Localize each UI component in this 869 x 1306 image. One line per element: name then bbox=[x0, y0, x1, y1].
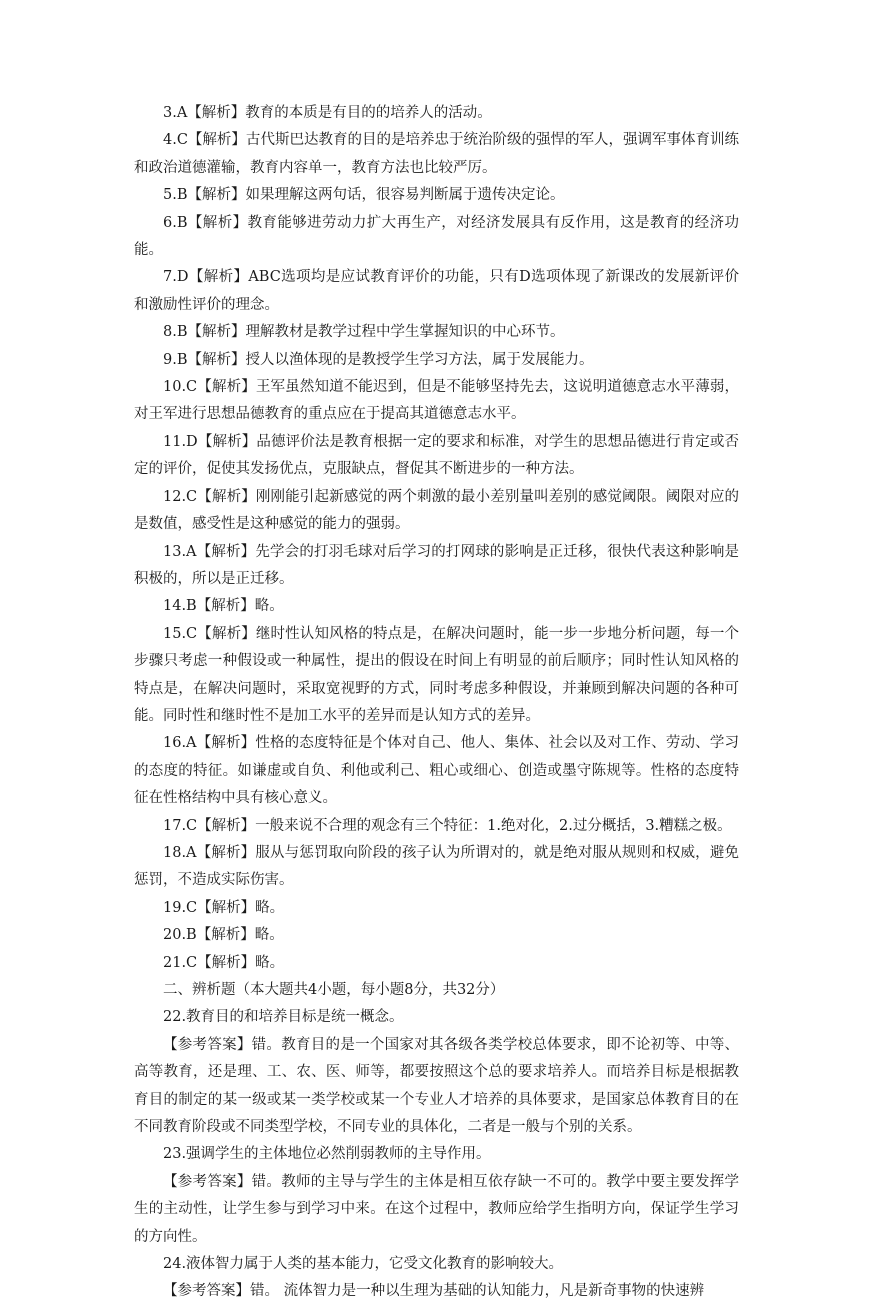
answer-10: 10.C【解析】王军虽然知道不能迟到，但是不能够坚持先去，这说明道德意志水平薄弱，对王军进行思想品德教育的重点应在于提高其道德意志水平。 bbox=[134, 379, 739, 423]
answer-24: 【参考答案】错。 流体智力是一种以生理为基础的认知能力，凡是新奇事物的快速辨 bbox=[163, 1283, 705, 1300]
answer-9: 9.B【解析】授人以渔体现的是教授学生学习方法，属于发展能力。 bbox=[163, 351, 594, 368]
answer-5: 5.B【解析】如果理解这两句话，很容易判断属于遗传决定论。 bbox=[163, 187, 565, 204]
answer-20: 20.B【解析】略。 bbox=[163, 927, 284, 944]
answer-11: 11.D【解析】品德评价法是教育根据一定的要求和标准，对学生的思想品德进行肯定或否定的评价，促使其发扬优点，克服缺点，督促其不断进步的一种方法。 bbox=[134, 433, 739, 478]
answer-19: 19.C【解析】略。 bbox=[163, 899, 285, 916]
answer-8: 8.B【解析】理解教材是教学过程中学生掌握知识的中心环节。 bbox=[163, 324, 565, 341]
question-23: 23.强调学生的主体地位必然削弱教师的主导作用。 bbox=[163, 1146, 491, 1163]
answer-3: 3.A【解析】教育的本质是有目的的培养人的活动。 bbox=[163, 105, 492, 121]
answer-12: 12.C【解析】刚刚能引起新感觉的两个刺激的最小差别量叫差别的感觉阈限。阈限对应的是数值，感受性是这种感觉的能力的强弱。 bbox=[134, 488, 739, 533]
answer-6: 6.B【解析】教育能够进劳动力扩大再生产，对经济发展具有反作用，这是教育的经济功能。 bbox=[134, 214, 739, 259]
answer-17: 17.C【解析】一般来说不合理的观念有三个特征：1.绝对化，2.过分概括，3.糟糕之极。 bbox=[163, 817, 732, 834]
answer-18: 18.A【解析】服从与惩罚取向阶段的孩子认为所谓对的，就是绝对服从规则和权威，避免惩罚，不造成实际伤害。 bbox=[134, 844, 739, 889]
answer-22: 【参考答案】错。教育目的是一个国家对其各级各类学校总体要求，即不论初等、中等、高等教育，还是理、工、农、医、师等，都要按照这个总的要求培养人。而培养目标是根据教育目的制定的某一级或某一类学校或某一个专业人才培养的具体要求，是国家总体教育目的在不同教育阶段或不同类型学校，不同专业的具体化，二者是一般与个别的关系。 bbox=[134, 1036, 739, 1136]
answer-23: 【参考答案】错。教师的主导与学生的主体是相互依存缺一不可的。教学中要主要发挥学生的主动性，让学生参与到学习中来。在这个过程中，教师应给学生指明方向，保证学生学习的方向性。 bbox=[134, 1173, 739, 1245]
answer-21: 21.C【解析】略。 bbox=[163, 954, 285, 971]
question-22: 22.教育目的和培养目标是统一概念。 bbox=[163, 1009, 404, 1026]
answer-4: 4.C【解析】古代斯巴达教育的目的是培养忠于统治阶级的强悍的军人，强调军事体育训练和政治道德灌输，教育内容单一，教育方法也比较严厉。 bbox=[134, 132, 739, 176]
answer-7: 7.D【解析】ABC选项均是应试教育评价的功能，只有D选项体现了新课改的发展新评价和激励性评价的理念。 bbox=[134, 269, 739, 313]
section-heading: 二、辨析题（本大题共4小题，每小题8分，共32分） bbox=[163, 982, 505, 998]
answer-15: 15.C【解析】继时性认知风格的特点是，在解决问题时，能一步一步地分析问题，每一个步骤只考虑一种假设或一种属性，提出的假设在时间上有明显的前后顺序；同时性认知风格的特点是，在解决问题时，采取宽视野的方式，同时考虑多种假设，并兼顾到解决问题的各种可能。同时性和继时性不是加工水平的差异而是认知方式的差异。 bbox=[134, 625, 739, 724]
answer-14: 14.B【解析】略。 bbox=[163, 598, 284, 615]
answer-16: 16.A【解析】性格的态度特征是个体对自己、他人、集体、社会以及对工作、劳动、学习的态度的特征。如谦虚或自负、利他或利己、粗心或细心、创造或墨守陈规等。性格的态度特征在性格结构中具有核心意义。 bbox=[134, 735, 739, 807]
document-page bbox=[134, 100, 739, 1306]
answer-13: 13.A【解析】先学会的打羽毛球对后学习的打网球的影响是正迁移，很快代表这种影响是积极的，所以是正迁移。 bbox=[134, 543, 739, 587]
question-24: 24.液体智力属于人类的基本能力，它受文化教育的影响较大。 bbox=[163, 1256, 564, 1273]
